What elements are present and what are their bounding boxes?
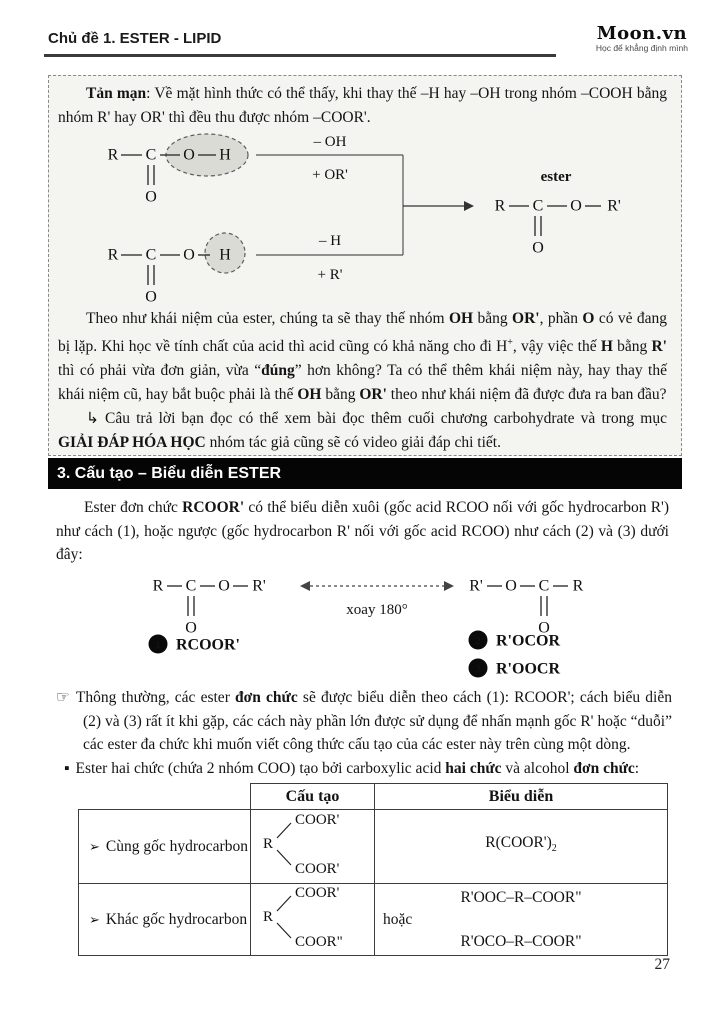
row2-display-line1: R'OOC–R–COOR" xyxy=(460,888,582,906)
square-bullet-icon: ▪ xyxy=(64,760,70,777)
ester-atom-c: C xyxy=(532,197,544,215)
ester-representation-scheme xyxy=(48,568,668,680)
paragraph-thong-thuong-text: Thông thường, các ester đơn chức sẽ được biểu diễn theo cách (1): RCOOR'; cách biểu diễn (2) và (3) rất ít khi gặp, các cách này phần lớn được sử dụng để nhấn mạnh gốc R' hoặc “duỗi” các ester đa chức khi muốn viết công thức cấu tạo của các ester này trên cùng một dòng. xyxy=(75,689,672,753)
branch-bottom-1: COOR' xyxy=(294,861,339,877)
note-paragraph-cau xyxy=(58,407,667,455)
rotate-label: xoay 180° xyxy=(346,602,408,618)
s2-right-rprime: R' xyxy=(469,577,483,595)
atom-o-double-bottom: O xyxy=(145,288,157,305)
paragraph-ester-intro: Ester đơn chức RCOOR' có thể biểu diễn xuôi (gốc acid RCOO nối với gốc hydrocarbon R') như cách (1), hoặc ngược (gốc hydrocarbon R' nối với gốc acid RCOO) như cách (2) và (3) dưới đây: xyxy=(56,499,669,563)
badge-2-formula: R'OCOR xyxy=(496,632,560,650)
row2-display-line3: R'OCO–R–COOR" xyxy=(460,932,582,950)
branch-bottom-2: COOR" xyxy=(294,934,343,950)
structure-rocor-bonds xyxy=(487,586,568,616)
note-paragraph-cau-text: Câu trả lời bạn đọc có thể xem bài đọc thêm cuối chương carbohydrate và trong mục GIẢI ĐÁP HÓA HỌC nhóm tác giả cũng sẽ có video giải đáp chi tiết. xyxy=(58,410,667,452)
page-number: 27 xyxy=(654,956,670,973)
result-arrow-head xyxy=(464,201,474,211)
badge-3 xyxy=(469,659,561,678)
atom-o-double-top: O xyxy=(145,188,157,206)
atom-c-bottom: C xyxy=(145,246,157,264)
table-header-row xyxy=(79,784,668,810)
s2-left-o: O xyxy=(218,577,230,595)
ester-atom-o-double: O xyxy=(532,239,544,257)
atom-c-top: C xyxy=(145,146,157,164)
branched-structure-different xyxy=(255,884,371,950)
note-paragraph-tan-man: Tản mạn: Về mặt hình thức có thể thấy, khi thay thế –H hay –OH trong nhóm –COOH bằng nhóm R' hay OR' thì đều thu được nhóm –COOR'. xyxy=(58,85,667,126)
table-row xyxy=(79,810,668,884)
label-minus-oh: – OH xyxy=(313,134,347,150)
atom-o-top: O xyxy=(183,146,195,164)
row1-label-cell xyxy=(79,810,251,884)
atom-h-top: H xyxy=(219,146,231,164)
badge-2 xyxy=(469,631,561,650)
note-box xyxy=(48,75,682,456)
pointing-hand-icon: ☞ xyxy=(56,689,70,706)
badge-1-number: 1 xyxy=(155,639,161,651)
structure-rcoor-bonds xyxy=(167,586,248,616)
s2-right-r: R xyxy=(572,577,584,595)
label-plus-or: + OR' xyxy=(312,167,348,183)
row1-structure-cell xyxy=(251,810,375,884)
header-rule xyxy=(44,54,556,57)
brand-logo: Moon.vn xyxy=(596,23,688,44)
atom-r-top: R xyxy=(107,146,119,164)
branch-top-1: COOR' xyxy=(294,812,339,828)
arrowhead-icon: ➢ xyxy=(89,911,100,927)
ester-formation-scheme xyxy=(58,133,678,305)
rotate-arrow-right-head xyxy=(444,581,454,591)
branch-top-2: COOR' xyxy=(294,885,339,901)
s2-left-c: C xyxy=(185,577,197,595)
s2-right-o: O xyxy=(505,577,517,595)
table-header-bieu-dien: Biểu diễn xyxy=(375,784,668,810)
s2-left-rprime: R' xyxy=(252,577,266,595)
row1-label: Cùng gốc hydrocarbon xyxy=(105,837,248,855)
row2-structure-cell xyxy=(251,884,375,956)
badge-1 xyxy=(149,635,241,654)
s2-right-c: C xyxy=(538,577,550,595)
badge-3-number: 3 xyxy=(475,663,481,675)
ester-atom-r: R xyxy=(494,197,506,215)
return-pointer-icon: ↳ xyxy=(86,410,99,428)
table-header-cau-tao: Cấu tạo xyxy=(251,784,375,810)
ester-difunctional-table xyxy=(78,783,668,956)
row2-display-line2: hoặc xyxy=(383,910,413,928)
brand-block xyxy=(596,24,688,53)
badge-1-formula: RCOOR' xyxy=(176,636,240,654)
branch-r-1: R xyxy=(262,836,273,852)
atom-h-bottom: H xyxy=(219,246,231,264)
row2-label: Khác gốc hydrocarbon xyxy=(105,910,248,928)
ester-atom-o: O xyxy=(570,197,582,215)
atom-r-bottom: R xyxy=(107,246,119,264)
row2-label-cell xyxy=(79,884,251,956)
brand-tagline: Học để khẳng định mình xyxy=(595,43,688,53)
row2-display-cell xyxy=(375,884,668,956)
paragraph-ester-hai-chuc-text: Ester hai chức (chứa 2 nhóm COO) tạo bởi carboxylic acid hai chức và alcohol đơn chức: xyxy=(75,760,640,777)
ester-label: ester xyxy=(540,169,572,185)
page-title: Chủ đề 1. ESTER - LIPID xyxy=(48,30,222,47)
s2-left-o-double: O xyxy=(185,619,197,637)
acid-structure-bottom xyxy=(121,255,210,285)
rotate-arrow-left-head xyxy=(300,581,310,591)
paragraph-thong-thuong xyxy=(56,686,672,757)
paragraph-ester-hai-chuc xyxy=(64,757,672,781)
label-minus-h: – H xyxy=(318,233,342,249)
s2-left-r: R xyxy=(152,577,164,595)
arrowhead-icon: ➢ xyxy=(89,838,100,854)
label-plus-r: + R' xyxy=(317,267,343,283)
section-header-bar: 3. Cấu tạo – Biểu diễn ESTER xyxy=(48,458,682,489)
ester-structure xyxy=(509,206,601,236)
table-header-empty-cell xyxy=(79,784,251,810)
row1-display-cell: $R(COOR')_2$ xyxy=(375,810,668,884)
s2-right-o-double: O xyxy=(538,619,550,637)
branch-r-2: R xyxy=(262,909,273,925)
badge-2-number: 2 xyxy=(475,635,481,647)
ester-atom-rprime: R' xyxy=(607,197,621,215)
badge-3-formula: R'OOCR xyxy=(496,660,560,678)
table-row xyxy=(79,884,668,956)
note-paragraph-theo: Theo như khái niệm của ester, chúng ta sẽ thay thế nhóm OH bằng OR', phần O có vẻ đang bị lặp. Khi học về tính chất của acid thì acid cũng có khả năng cho đi H+, vậy việc thế H bằng R' thì có phải vừa đơn giản, vừa “đúng” hơn không? Ta có thể thêm khái niệm này, hay thay thế khái niệm cũ, hay bắt buộc phải là thế OH bằng OR' theo như khái niệm đã được đưa ra ban đầu? xyxy=(58,310,667,404)
branched-structure-same xyxy=(255,810,371,878)
atom-o-bottom: O xyxy=(183,246,195,264)
